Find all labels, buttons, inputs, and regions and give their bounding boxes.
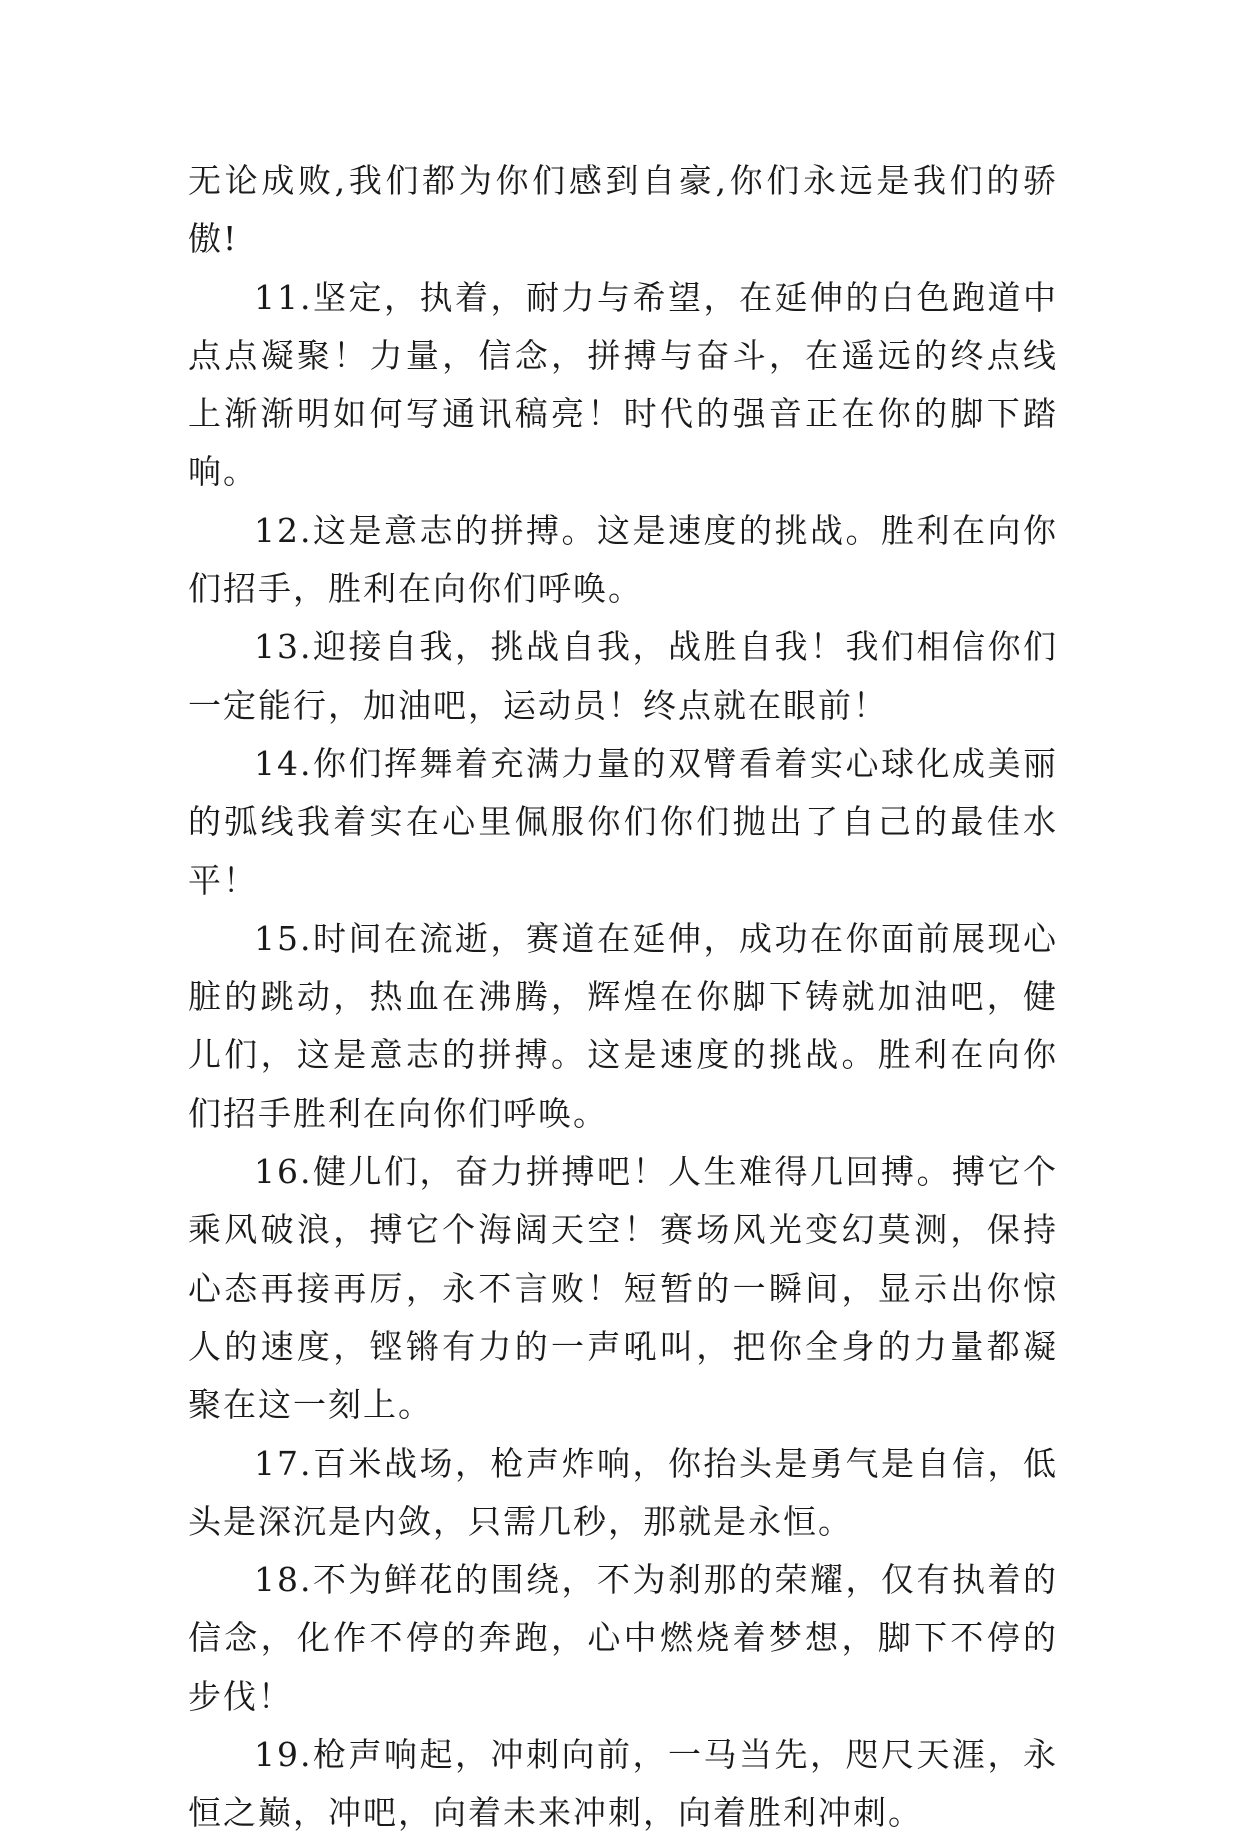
document-body — [188, 152, 1058, 1843]
paragraph-18: 18.不为鲜花的围绕，不为刹那的荣耀，仅有执着的信念，化作不停的奔跑，心中燃烧着梦想，脚下不停的步伐！ — [188, 1560, 1058, 1716]
paragraph-11: 11.坚定，执着，耐力与希望，在延伸的白色跑道中点点凝聚！力量，信念，拼搏与奋斗，在遥远的终点线上渐渐明如何写通讯稿亮！时代的强音正在你的脚下踏响。 — [188, 277, 1058, 492]
paragraph-14: 14.你们挥舞着充满力量的双臂看着实心球化成美丽的弧线我着实在心里佩服你们你们抛出了自己的最佳水平！ — [188, 743, 1058, 900]
paragraph-15: 15.时间在流逝，赛道在延伸，成功在你面前展现心脏的跳动，热血在沸腾，辉煌在你脚下铸就加油吧，健儿们，这是意志的拼搏。这是速度的挑战。胜利在向你们招手胜利在向你们呼唤。 — [188, 918, 1058, 1133]
paragraph-continuation: 无论成败,我们都为你们感到自豪,你们永远是我们的骄傲! — [188, 161, 1058, 259]
paragraph-16: 16.健儿们，奋力拼搏吧！人生难得几回搏。搏它个乘风破浪，搏它个海阔天空！赛场风光变幻莫测，保持心态再接再厉，永不言败！短暂的一瞬间，显示出你惊人的速度，铿锵有力的一声吼叫，把你全身的力量都凝聚在这一刻上。 — [188, 1152, 1058, 1425]
paragraph-17: 17.百米战场，枪声炸响，你抬头是勇气是自信，低头是深沉是内敛，只需几秒，那就是永恒。 — [188, 1443, 1058, 1541]
paragraph-19: 19.枪声响起，冲刺向前，一马当先，咫尺天涯，永恒之巅，冲吧，向着未来冲刺，向着胜利冲刺。 — [188, 1735, 1058, 1833]
paragraph-12: 12.这是意志的拼搏。这是速度的挑战。胜利在向你们招手，胜利在向你们呼唤。 — [188, 510, 1058, 609]
paragraph-13: 13.迎接自我，挑战自我，战胜自我！我们相信你们一定能行，加油吧，运动员！终点就在眼前！ — [188, 627, 1058, 725]
